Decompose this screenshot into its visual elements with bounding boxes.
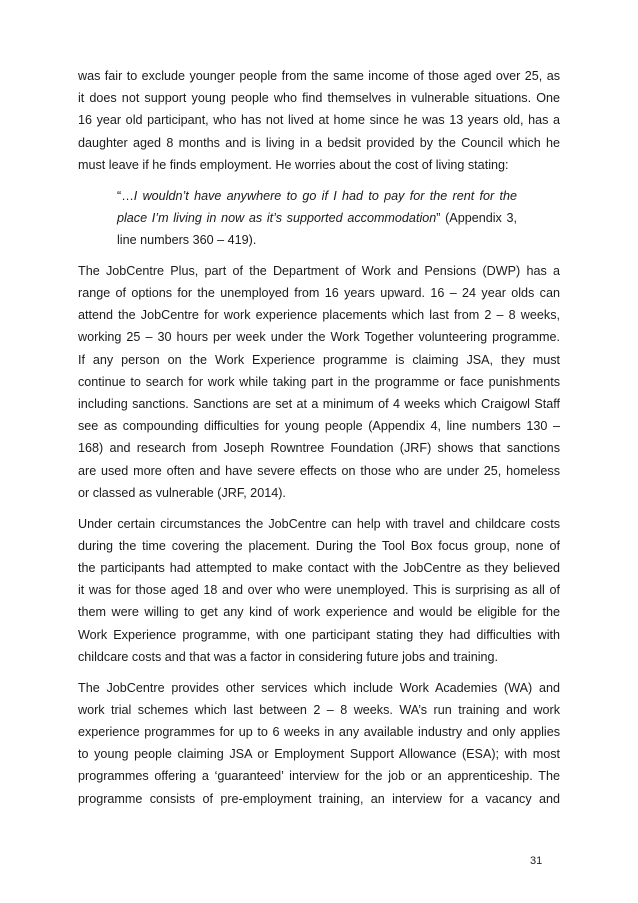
- text-line: The JobCentre Plus, part of the Department of Work and Pensions (DWP) has a: [78, 263, 560, 278]
- quote-italic-text: place I’m living in now as it’s supported accommodation: [117, 210, 437, 225]
- text-line: If any person on the Work Experience programme is claiming JSA, they must: [78, 352, 560, 367]
- text-line: Work Experience programme, with one participant stating they had difficulties with: [78, 627, 560, 642]
- text-line: must leave if he finds employment. He worries about the cost of living stating:: [78, 157, 509, 172]
- text-line: 16 year old participant, who has not lived at home since he was 13 years old, has a: [78, 113, 560, 128]
- text-line: 168) and research from Joseph Rowntree Foundation (JRF) shows that sanctions: [78, 441, 560, 456]
- text-line: are used more often and have severe effects on those who are under 25, homeless: [78, 463, 560, 478]
- quote-line: [117, 185, 517, 207]
- text-line: including sanctions. Sanctions are set at a minimum of 4 weeks which Craigowl Staff: [78, 397, 560, 412]
- text-line: working 25 – 30 hours per week under the Work Together volunteering programme.: [78, 330, 560, 345]
- text-line: programmes offering a ‘guaranteed’ interview for the job or an apprenticeship. The: [78, 769, 560, 784]
- text-line: experience programmes for up to 6 weeks in any available industry and only applies: [78, 725, 560, 740]
- page-number: 31: [530, 855, 543, 867]
- paragraph-3: [78, 513, 560, 668]
- page-body: [78, 65, 560, 818]
- text-line: range of options for the unemployed from 16 years upward. 16 – 24 year olds can: [78, 286, 560, 301]
- text-line: attend the JobCentre for work experience placements which last from 2 – 8 weeks,: [78, 308, 560, 323]
- text-line: the participants had attempted to make contact with the JobCentre as they believed: [78, 561, 560, 576]
- block-quote: [78, 185, 517, 252]
- text-line: Under certain circumstances the JobCentre can help with travel and childcare costs: [78, 516, 560, 531]
- text-line: or classed as vulnerable (JRF, 2014).: [78, 485, 286, 500]
- paragraph-1: [78, 65, 560, 176]
- text-line: it does not support young people who find themselves in vulnerable situations. One: [78, 91, 560, 106]
- text-line: it was for those aged 18 and over who were unemployed. This is surprising as all of: [78, 583, 560, 598]
- paragraph-2: [78, 260, 560, 504]
- quote-line: [117, 207, 517, 229]
- quote-open: “…: [117, 188, 134, 203]
- text-line: was fair to exclude younger people from the same income of those aged over 25, as: [78, 69, 560, 83]
- paragraph-4: [78, 677, 560, 810]
- quote-italic-text: I wouldn’t have anywhere to go if I had to pay for the rent for the: [133, 188, 517, 203]
- text-line: work trial schemes which last between 2 – 8 weeks. WA’s run training and work: [78, 702, 560, 717]
- text-line: programme consists of pre-employment training, an interview for a vacancy and: [78, 791, 560, 806]
- text-line: see as compounding difficulties for young people (Appendix 4, line numbers 130 –: [78, 419, 560, 434]
- quote-citation: ” (Appendix 3,: [436, 210, 517, 225]
- text-line: to young people claiming JSA or Employment Support Allowance (ESA); with most: [78, 747, 560, 762]
- text-line: The JobCentre provides other services which include Work Academies (WA) and: [78, 680, 560, 695]
- text-line: continue to search for work while taking part in the programme or face punishments: [78, 374, 560, 389]
- text-line: childcare costs and that was a factor in considering future jobs and training.: [78, 649, 499, 664]
- text-line: daughter aged 8 months and is living in a bedsit provided by the Council which he: [78, 135, 560, 150]
- text-line: during the time covering the placement. During the Tool Box focus group, none of: [78, 538, 560, 553]
- quote-line: line numbers 360 – 419).: [117, 233, 257, 248]
- text-line: them were willing to get any kind of work experience and would be eligible for the: [78, 605, 560, 620]
